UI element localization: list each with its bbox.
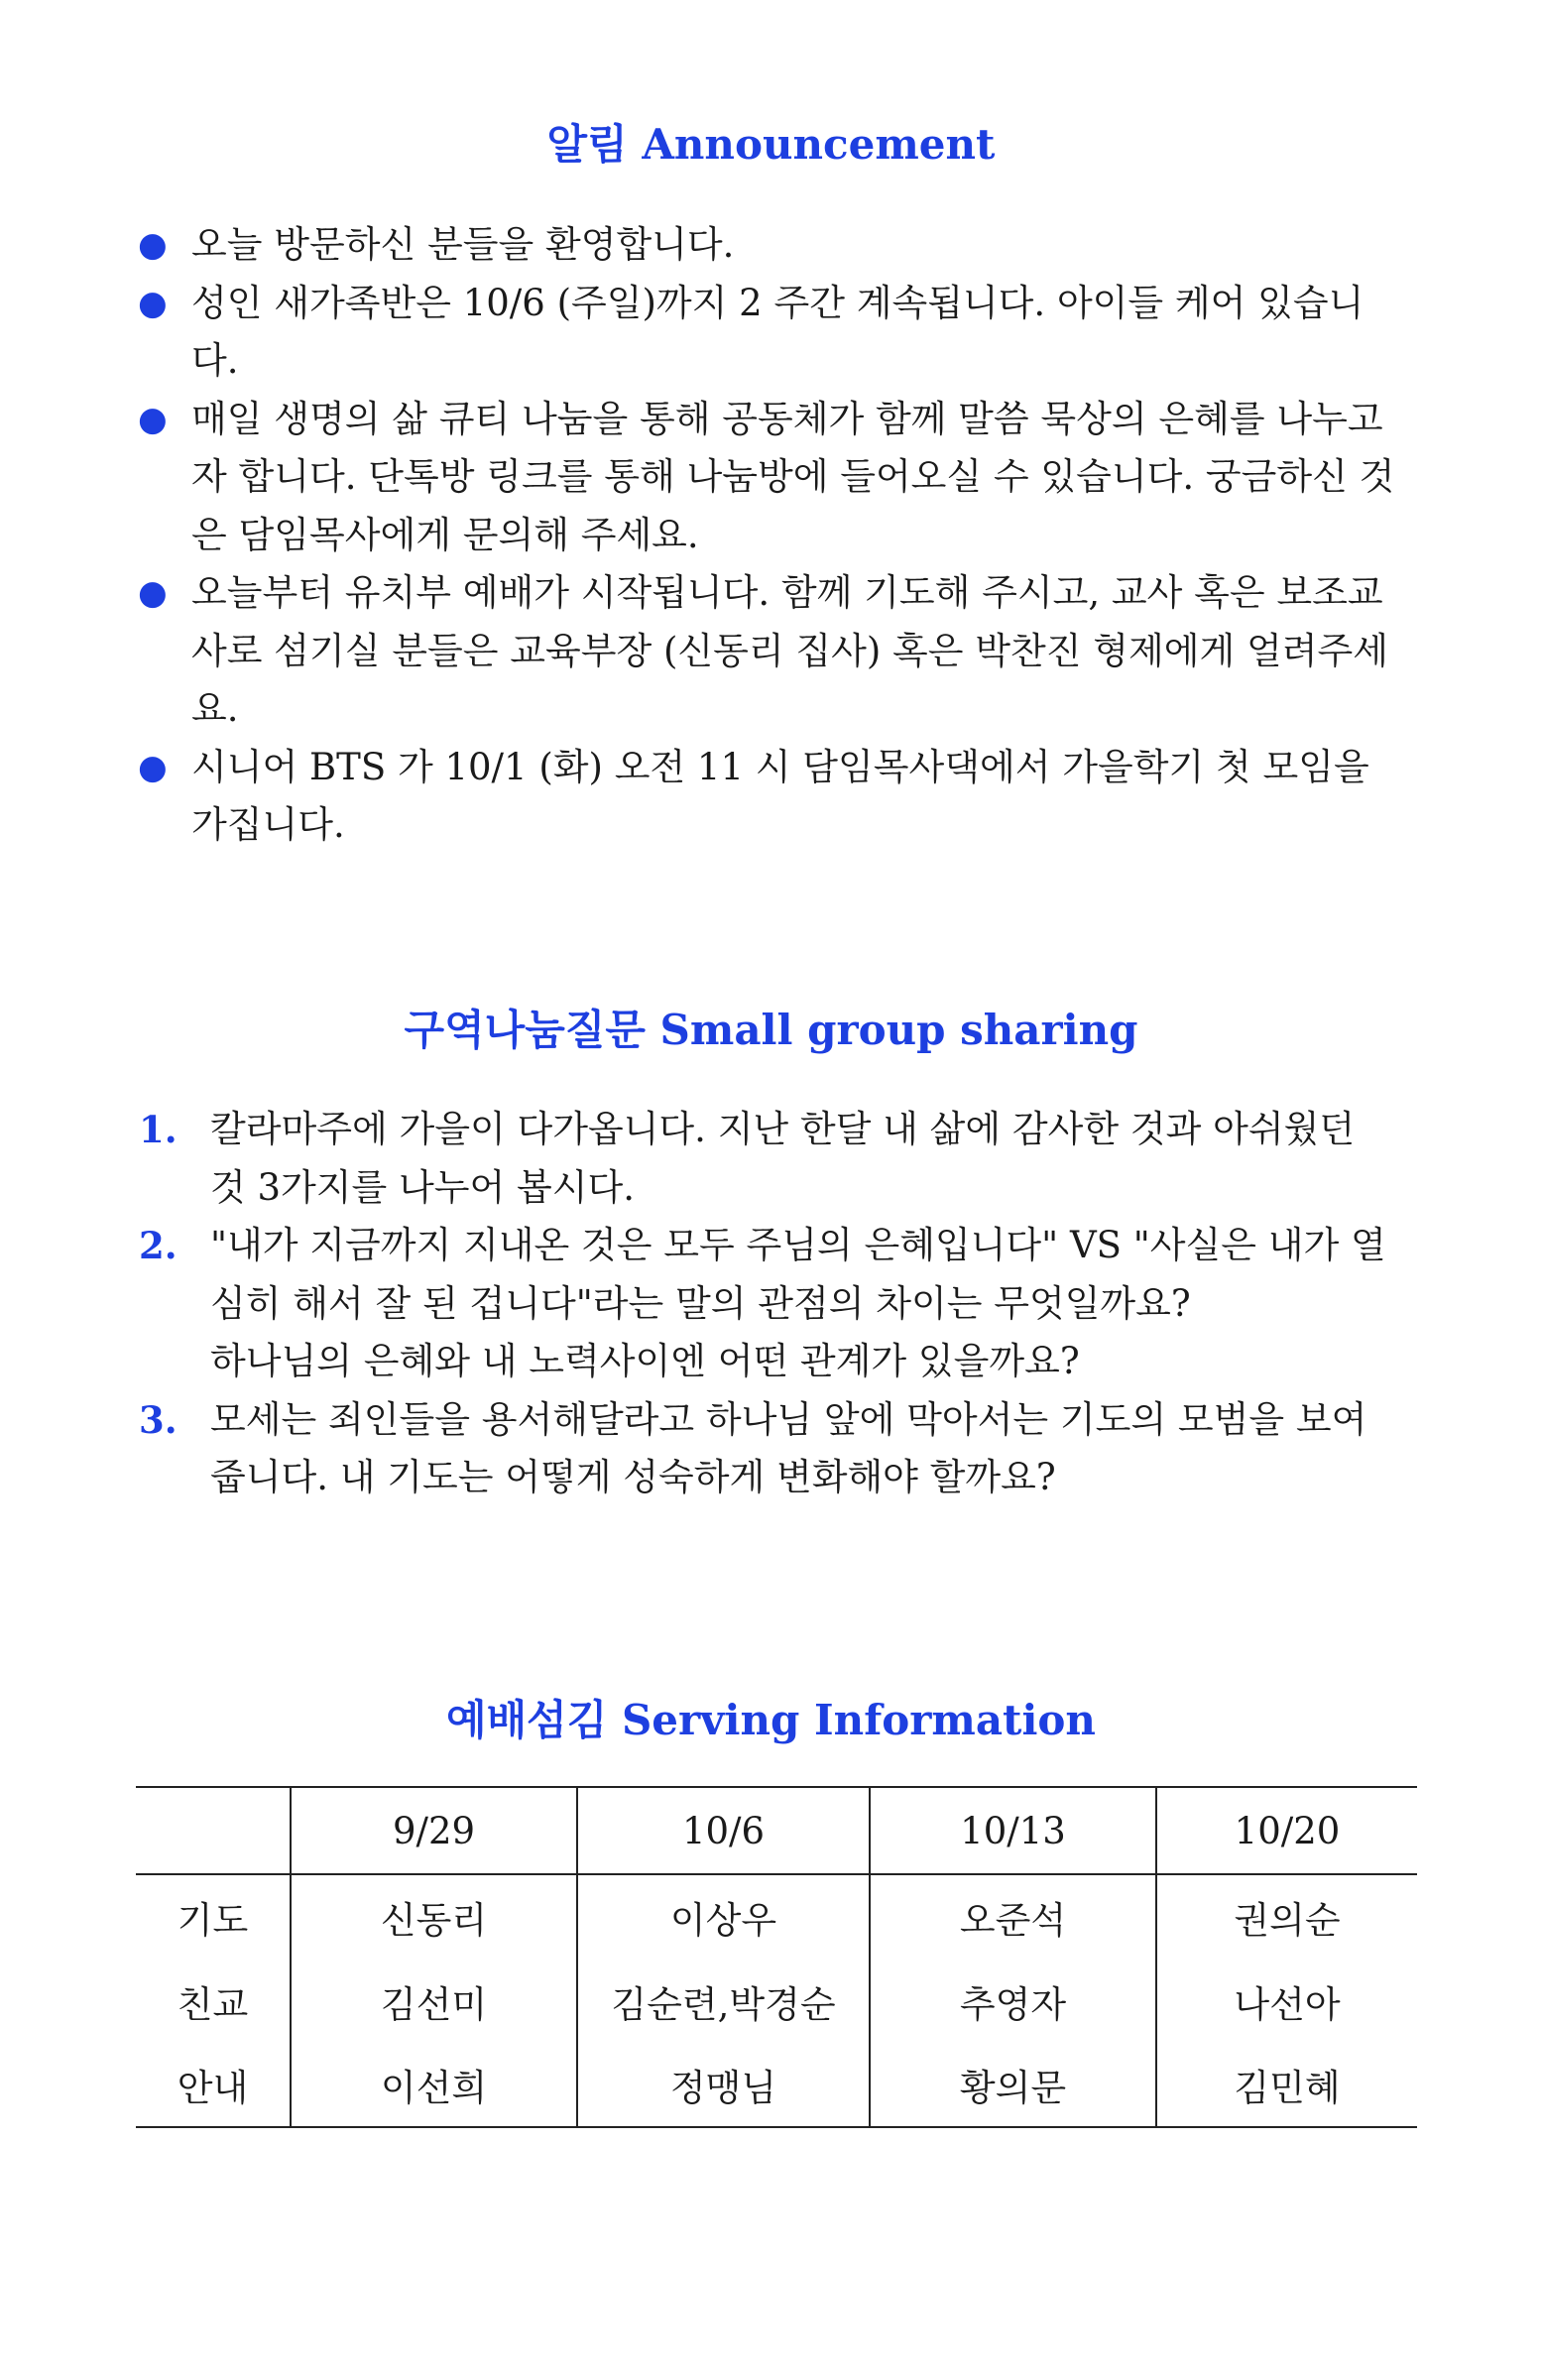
list-item: ● 매일 생명의 삶 큐티 나눔을 통해 공동체가 함께 말씀 묵상의 은혜를 나누고자 합니다. 단톡방 링크를 통해 나눔방에 들어오실 수 있습니다. 궁금하신 것은 담임목사에게 문의해 주세요. [191,391,1396,565]
list-item: ● 시니어 BTS 가 10/1 (화) 오전 11 시 담임목사댁에서 가을학기 첫 모임을 가집니다. [191,739,1396,855]
bullet-icon: ● [138,573,168,613]
name-cell: 김순련,박경순 [577,1959,870,2043]
name-cell: 추영자 [870,1959,1156,2043]
name-cell: 오준석 [870,1874,1156,1959]
date-header: 9/29 [291,1787,577,1874]
name-cell: 신동리 [291,1874,577,1959]
name-cell: 나선아 [1156,1959,1417,2043]
question-number: 2. [139,1224,178,1267]
question-item: 3. 모세는 죄인들을 용서해달라고 하나님 앞에 막아서는 기도의 모범을 보여줍니다. 내 기도는 어떻게 성숙하게 변화해야 할까요? [210,1391,1400,1507]
question-number: 3. [139,1397,178,1442]
question-list [139,1101,1400,1507]
small-group-heading: 구역나눔질문 Small group sharing [404,1006,1138,1054]
list-item: ● 성인 새가족반은 10/6 (주일)까지 2 주간 계속됩니다. 아이들 케어 있습니다. [191,275,1396,391]
question-number: 1. [139,1108,178,1151]
name-cell: 이상우 [577,1874,870,1959]
role-cell: 친교 [136,1959,291,2043]
table-row [136,1959,1417,2043]
bullet-icon: ● [138,283,168,323]
table-row [136,1874,1417,1959]
name-cell: 황의문 [870,2043,1156,2127]
date-header: 10/13 [870,1787,1156,1874]
table-row [136,2043,1417,2127]
serving-heading: 예배섬김 Serving Information [446,1696,1096,1744]
name-cell: 김민혜 [1156,2043,1417,2127]
list-item: ● 오늘 방문하신 분들을 환영합니다. [191,216,1396,275]
announcement-list [138,216,1396,855]
name-cell: 이선희 [291,2043,577,2127]
question-item: 2. "내가 지금까지 지내온 것은 모두 주님의 은혜입니다" VS "사실은 내가 열심히 해서 잘 된 겁니다"라는 말의 관점의 차이는 무엇일까요? 하나님의 은혜와 내 노력사이엔 어떤 관계가 있을까요? [210,1217,1400,1391]
list-item: ● 오늘부터 유치부 예배가 시작됩니다. 함께 기도해 주시고, 교사 혹은 보조교사로 섬기실 분들은 교육부장 (신동리 집사) 혹은 박찬진 형제에게 얼려주세요. [191,564,1396,739]
bullet-icon: ● [138,747,168,787]
bullet-icon: ● [138,399,168,439]
name-cell: 권의순 [1156,1874,1417,1959]
header-corner [136,1787,291,1874]
bullet-icon: ● [138,225,168,265]
date-header: 10/20 [1156,1787,1417,1874]
name-cell: 정맹님 [577,2043,870,2127]
name-cell: 김선미 [291,1959,577,2043]
serving-table [136,1786,1417,2128]
table-header-row [136,1787,1417,1874]
question-item: 1. 칼라마주에 가을이 다가옵니다. 지난 한달 내 삶에 감사한 것과 아쉬웠던 것 3가지를 나누어 봅시다. [210,1101,1400,1217]
announcement-heading: 알림 Announcement [546,120,996,169]
date-header: 10/6 [577,1787,870,1874]
role-cell: 안내 [136,2043,291,2127]
role-cell: 기도 [136,1874,291,1959]
